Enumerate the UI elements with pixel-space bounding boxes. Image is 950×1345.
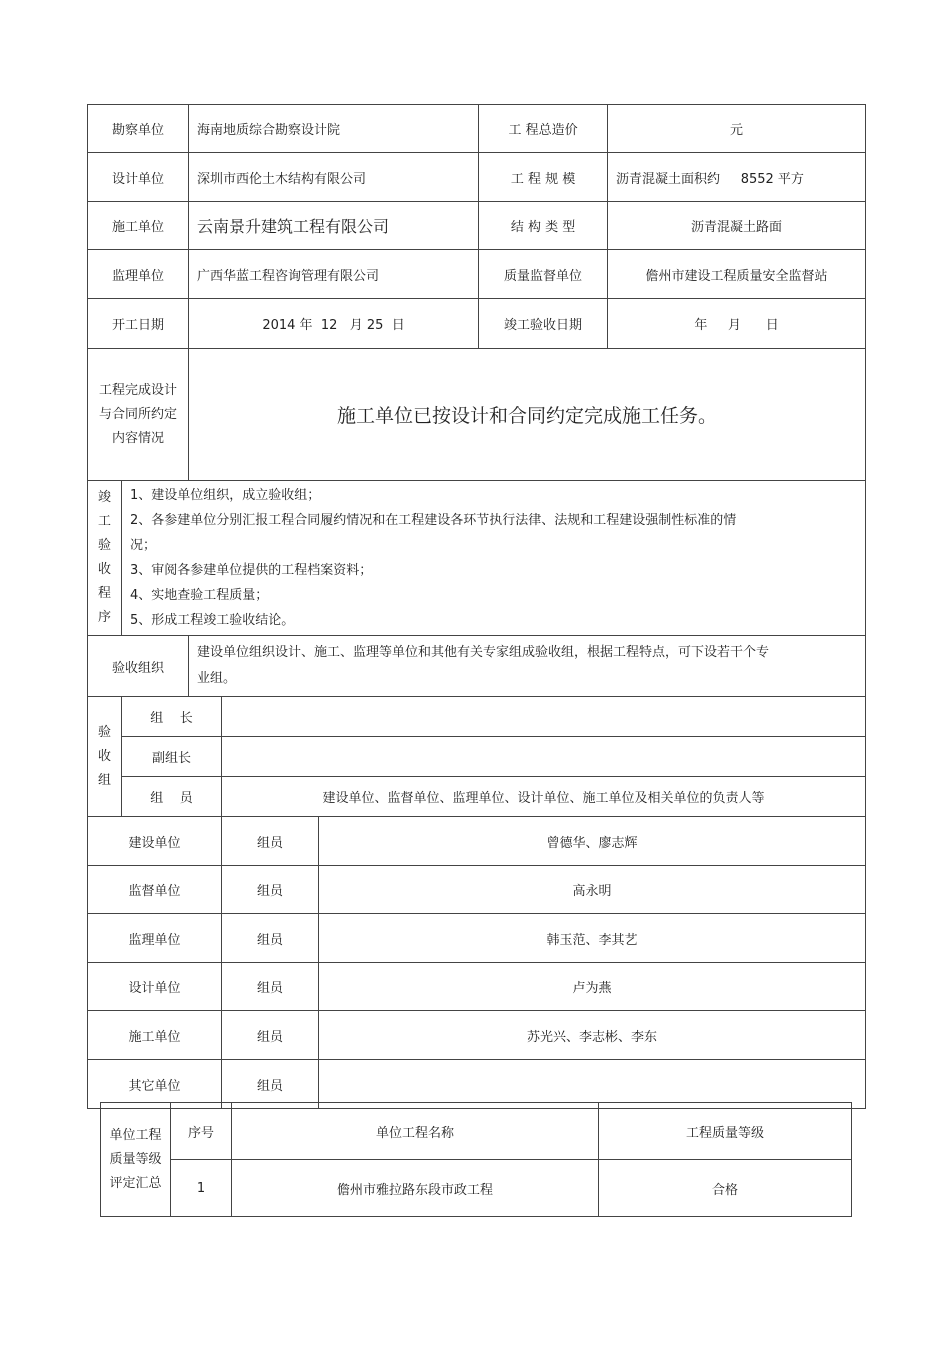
procedure-label: 竣工验收程序 (88, 481, 122, 636)
unit-name: 建设单位 (88, 817, 222, 866)
row-supervision (88, 250, 866, 299)
quality-label: 质量监督单位 (479, 250, 608, 299)
unit-members: 卢为燕 (319, 963, 866, 1011)
grading-row-name: 儋州市雅拉路东段市政工程 (232, 1160, 599, 1217)
row-completion-status (88, 349, 866, 481)
leader-value (222, 697, 866, 737)
scale-value: 沥青混凝土面积约 8552 平方 (608, 153, 866, 202)
construction-value: 云南景升建筑工程有限公司 (189, 202, 479, 250)
row-procedure (88, 481, 866, 636)
unit-role: 组员 (222, 963, 319, 1011)
organization-text: 建设单位组织设计、施工、监理等单位和其他有关专家组成验收组，根据工程特点，可下设若干个专业组。 (197, 645, 770, 686)
procedure-step: 2、各参建单位分别汇报工程合同履约情况和在工程建设各环节执行法律、法规和工程建设强制性标准的情况； (130, 513, 737, 553)
unit-members: 苏光兴、李志彬、李东 (319, 1011, 866, 1060)
survey-label: 勘察单位 (88, 105, 189, 153)
unit-role: 组员 (222, 1011, 319, 1060)
grading-label: 单位工程质量等级评定汇总 (101, 1103, 171, 1217)
construction-label: 施工单位 (88, 202, 189, 250)
organization-label: 验收组织 (88, 636, 189, 697)
grading-header-grade: 工程质量等级 (599, 1103, 852, 1160)
unit-row (88, 914, 866, 963)
design-label: 设计单位 (88, 153, 189, 202)
acceptance-table (87, 104, 866, 1109)
grading-header-no: 序号 (171, 1103, 232, 1160)
completion-value: 年 月 日 (608, 299, 866, 349)
row-team-leader (88, 697, 866, 737)
unit-members: 曾德华、廖志辉 (319, 817, 866, 866)
row-organization (88, 636, 866, 697)
team-label: 验收组 (88, 697, 122, 817)
unit-role: 组员 (222, 914, 319, 963)
cost-label: 工 程总造价 (479, 105, 608, 153)
unit-row (88, 963, 866, 1011)
row-construction (88, 202, 866, 250)
row-team-deputy (88, 737, 866, 777)
grading-header-name: 单位工程名称 (232, 1103, 599, 1160)
unit-role: 组员 (222, 817, 319, 866)
unit-row (88, 1011, 866, 1060)
grading-row (101, 1160, 852, 1217)
deputy-label: 副组长 (122, 737, 222, 777)
unit-name: 施工单位 (88, 1011, 222, 1060)
quality-value: 儋州市建设工程质量安全监督站 (608, 250, 866, 299)
completion-label: 竣工验收日期 (479, 299, 608, 349)
unit-role: 组员 (222, 1060, 319, 1109)
unit-name: 其它单位 (88, 1060, 222, 1109)
structure-value: 沥青混凝土路面 (608, 202, 866, 250)
row-dates (88, 299, 866, 349)
completion-status-label: 工程完成设计与合同所约定内容情况 (88, 349, 189, 481)
grading-header-row (101, 1103, 852, 1160)
procedure-step: 4、实地查验工程质量； (130, 588, 269, 603)
procedure-steps (122, 481, 866, 636)
unit-name: 设计单位 (88, 963, 222, 1011)
survey-value: 海南地质综合勘察设计院 (189, 105, 479, 153)
row-survey (88, 105, 866, 153)
procedure-step: 1、建设单位组织，成立验收组； (130, 488, 321, 503)
leader-label: 组 长 (122, 697, 222, 737)
members-label: 组 员 (122, 777, 222, 817)
completion-status-value: 施工单位已按设计和合同约定完成施工任务。 (189, 349, 866, 481)
procedure-step: 3、审阅各参建单位提供的工程档案资料； (130, 563, 373, 578)
design-value: 深圳市西伦土木结构有限公司 (189, 153, 479, 202)
cost-value: 元 (608, 105, 866, 153)
start-value: 2014 年 12 月 25 日 (189, 299, 479, 349)
supervision-value: 广西华蓝工程咨询管理有限公司 (189, 250, 479, 299)
unit-name: 监理单位 (88, 914, 222, 963)
unit-members: 高永明 (319, 866, 866, 914)
procedure-step: 5、形成工程竣工验收结论。 (130, 613, 295, 628)
scale-label: 工 程 规 模 (479, 153, 608, 202)
structure-label: 结 构 类 型 (479, 202, 608, 250)
quality-grading-table (100, 1102, 852, 1217)
unit-row (88, 866, 866, 914)
unit-role: 组员 (222, 866, 319, 914)
row-design (88, 153, 866, 202)
unit-members: 韩玉范、李其艺 (319, 914, 866, 963)
members-value: 建设单位、监督单位、监理单位、设计单位、施工单位及相关单位的负责人等 (222, 777, 866, 817)
deputy-value (222, 737, 866, 777)
row-team-members (88, 777, 866, 817)
organization-value (189, 636, 866, 697)
grading-row-grade: 合格 (599, 1160, 852, 1217)
start-label: 开工日期 (88, 299, 189, 349)
grading-row-no: 1 (171, 1160, 232, 1217)
unit-row (88, 817, 866, 866)
supervision-label: 监理单位 (88, 250, 189, 299)
unit-name: 监督单位 (88, 866, 222, 914)
